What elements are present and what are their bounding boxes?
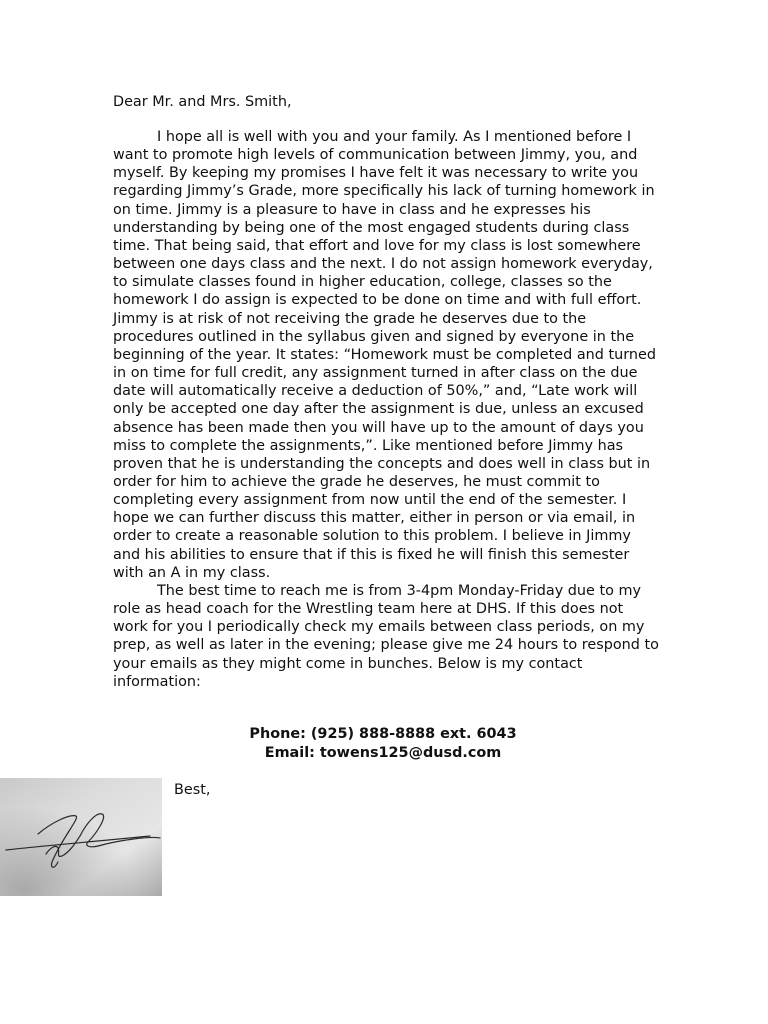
contact-phone: Phone: (925) 888-8888 ext. 6043: [249, 726, 517, 742]
salutation: Dear Mr. and Mrs. Smith,: [113, 94, 292, 110]
letter-body: [113, 128, 661, 691]
paragraph-availability: The best time to reach me is from 3-4pm Monday-Friday due to my role as head coach for the Wrestling team here at DHS. If this does not work for you I periodically check my emails between class periods, on my prep, as well as later in the evening; please give me 24 hours to respond to your emails as they might come in bunches. Below is my contact information:: [113, 582, 659, 690]
closing: Best,: [174, 782, 211, 798]
contact-email: Email: towens125@dusd.com: [264, 745, 502, 761]
contact-information: [113, 725, 653, 763]
signature-image: [0, 778, 162, 896]
paragraph-grade-concern: I hope all is well with you and your family. As I mentioned before I want to promote high levels of communication between Jimmy, you, and myself. By keeping my promises I have felt it was necessary to write you regarding Jimmy’s Grade, more specifically his lack of turning homework in on time. Jimmy is a pleasure to have in class and he expresses his understanding by being one of the most engaged students during class time. That being said, that effort and love for my class is lost somewhere between one days class and the next. I do not assign homework everyday, to simulate classes found in higher education, college, classes so the homework I do assign is expected to be done on time and with full effort. Jimmy is at risk of not receiving the grade he deserves due to the procedures outlined in the syllabus given and signed by everyone in the beginning of the year. It states: “Homework must be completed and turned in on time for full credit, any assignment turned in after class on the due date will automatically receive a deduction of 50%,” and, “Late work will only be accepted one day after the assignment is due, unless an excused absence has been made then you will have up to the amount of days you miss to complete the assignments,”. Like mentioned before Jimmy has proven that he is understanding the concepts and does well in class but in order for him to achieve the grade he deserves, he must commit to completing every assignment from now until the end of the semester. I hope we can further discuss this matter, either in person or via email, in order to create a reasonable solution to this problem. I believe in Jimmy and his abilities to ensure that if this is fixed he will finish this semester with an A in my class.: [113, 129, 657, 581]
